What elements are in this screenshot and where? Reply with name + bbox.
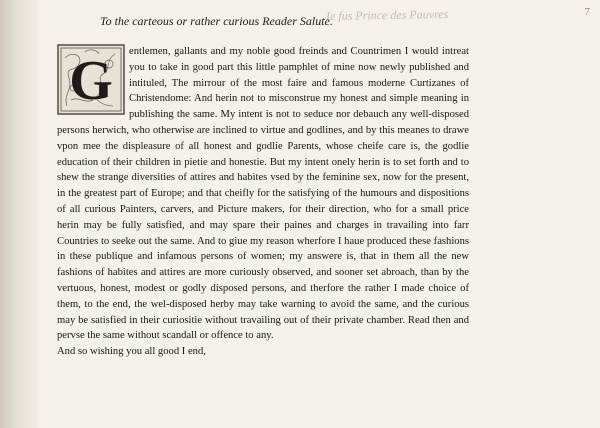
drop-cap-letter: G: [69, 50, 113, 112]
page-number: 7: [584, 6, 590, 18]
running-head: To the carteous or rather curious Reader Salute.: [100, 14, 333, 28]
closing-line: And so wishing you all good I end,: [57, 346, 206, 358]
bleed-through-text: Ie fus Prince des Pauvres: [325, 6, 449, 24]
decorated-initial-svg: [57, 44, 125, 115]
address-to-reader: [57, 44, 469, 360]
body-paragraph: entlemen, gallants and my noble good freinds and Countrimen I would intreat you to take in good part this little pamphlet of mine now newly published and intituled, The mirrour of the most faire and famous moderne Curtizanes of Christendome: And herin not to misconstrue my honest and simple meaning in publishing the same. My intent is not to seduce nor debauch any well-disposed persons herwich, who otherwise are inclined to virtue and godlines, and by this meanes to drawe vpon mee the displeasure of all honest and godlie Parents, whose cheife care is, the godlie education of their children in pietie and honestie. But my intent onely herin is to set forth and to shew the strange diversities of attires and habites vsed by the feminine sex, now for the present, in the greatest part of Europe; and that cheifly for the satisfying of the humours and dispositions of all curious Painters, carvers, and Picture makers, for their direction, who for a small price herin may be fully satisfied, and may spare their paines and charges in travailing into farr Countries to seeke out the same. And to giue my reason wherfore I haue produced these fashions in these publique and infamous persons of women; my answere is, that in them all the new fashions of habites and attires are more curiously observed, and sooner set abroach, than by the vertuous, honest, modest or godly disposed persons, and therfore the rather I made choice of them, to the end, the wel-disposed herby may take warning to avoid the same, and the curious may be satisfied in their curiositie without travailing out of their private chamber. Read then and pervse the same without scandall or offence to any.: [57, 46, 469, 342]
decorated-initial: [57, 44, 125, 115]
page-gutter: [0, 0, 38, 428]
